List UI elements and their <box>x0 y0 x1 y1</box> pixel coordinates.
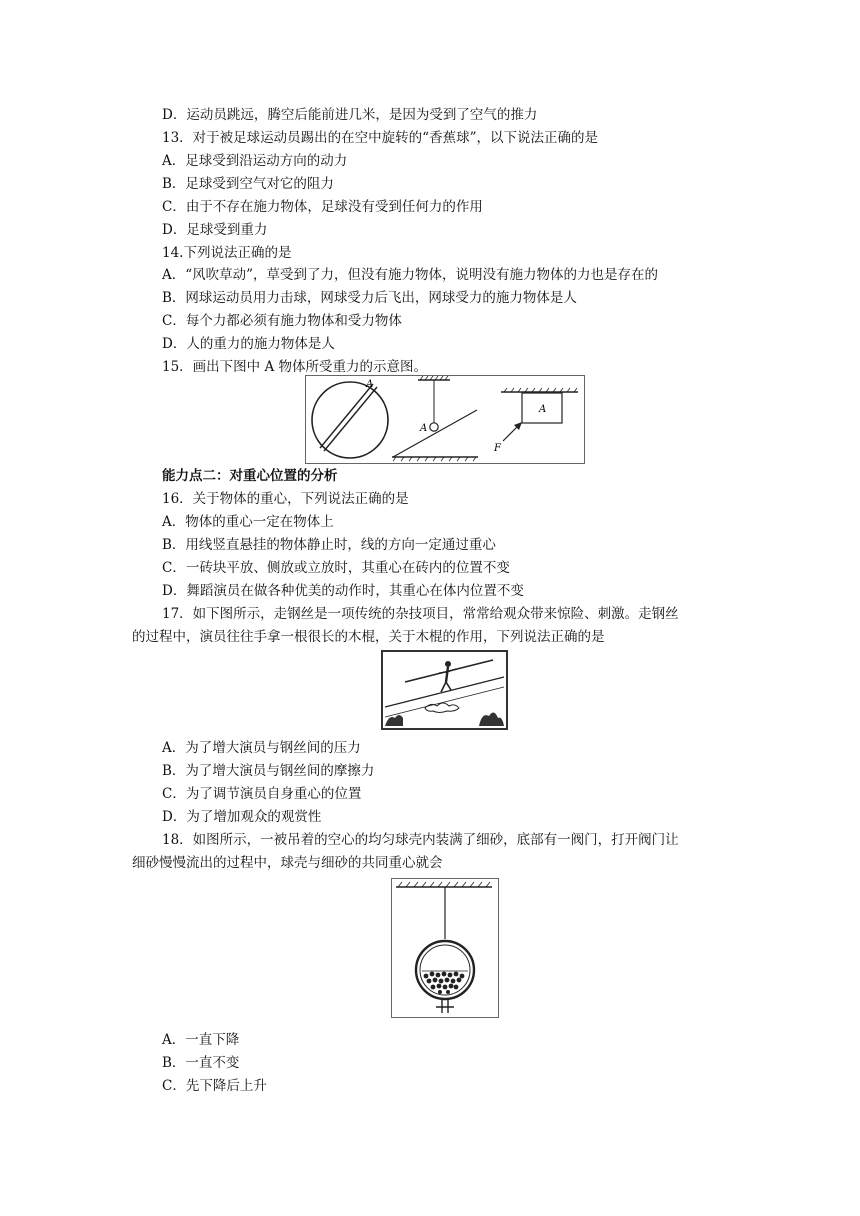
figure-18-svg <box>392 879 498 1017</box>
performer-body <box>446 667 448 682</box>
cloud-decoration <box>425 703 459 713</box>
performer-head <box>445 661 451 667</box>
q17-option-c: C．为了调节演员自身重心的位置 <box>162 786 362 802</box>
q13-option-c: C．由于不存在施力物体，足球没有受到任何力的作用 <box>162 199 483 215</box>
q17-option-a: A．为了增大演员与钢丝间的压力 <box>162 740 361 756</box>
q16-option-a: A．物体的重心一定在物体上 <box>162 514 334 530</box>
q18-stem-line1: 18．如图所示，一被吊着的空心的均匀球壳内装满了细砂，底部有一阀门，打开阀门让 <box>162 832 679 848</box>
spherical-shell-outer <box>416 941 474 999</box>
q13-option-b: B．足球受到空气对它的阻力 <box>162 176 334 192</box>
q15-stem: 15．画出下图中 A 物体所受重力的示意图。 <box>162 359 428 375</box>
q16-stem: 16．关于物体的重心，下列说法正确的是 <box>162 491 409 507</box>
label-a-rod: A <box>366 379 374 390</box>
q17-option-d: D．为了增加观众的观赏性 <box>162 809 322 825</box>
q18-option-a: A．一直下降 <box>162 1032 240 1048</box>
label-a-block: A <box>539 404 547 415</box>
q14-option-c: C．每个力都必须有施力物体和受力物体 <box>162 313 402 329</box>
rod-edge-2 <box>324 387 377 451</box>
figure-17-tightrope <box>381 650 508 730</box>
q16-option-b: B．用线竖直悬挂的物体静止时，线的方向一定通过重心 <box>162 537 496 553</box>
q17-option-b: B．为了增大演员与钢丝间的摩擦力 <box>162 763 375 779</box>
q14-option-b: B．网球运动员用力击球，网球受力后飞出，网球受力的施力物体是人 <box>162 290 577 306</box>
label-f: F <box>494 443 501 454</box>
performer-arm-left <box>439 672 447 673</box>
incline <box>393 410 477 457</box>
bushes-right <box>479 712 504 726</box>
ball-a <box>430 423 438 431</box>
performer-leg-right <box>446 682 451 690</box>
q14-stem: 14.下列说法正确的是 <box>162 245 292 261</box>
q12-option-d: D．运动员跳远，腾空后能前进几米，是因为受到了空气的推力 <box>162 107 538 123</box>
tightrope-wire <box>385 677 504 707</box>
q14-option-a: A．“风吹草动”，草受到了力，但没有施力物体，说明没有施力物体的力也是存在的 <box>162 267 659 283</box>
q13-option-a: A．足球受到沿运动方向的动力 <box>162 153 348 169</box>
q18-option-c: C．先下降后上升 <box>162 1078 267 1094</box>
figure-15-svg <box>306 376 584 463</box>
q18-option-b: B．一直不变 <box>162 1055 240 1071</box>
section-heading: 能力点二：对重心位置的分析 <box>162 468 338 484</box>
q14-option-d: D．人的重力的施力物体是人 <box>162 336 335 352</box>
q16-option-d: D．舞蹈演员在做各种优美的动作时，其重心在体内位置不变 <box>162 583 524 599</box>
q17-stem-line1: 17．如下图所示，走钢丝是一项传统的杂技项目，常常给观众带来惊险、刺激。走钢丝 <box>162 606 679 622</box>
q13-stem: 13．对于被足球运动员踢出的在空中旋转的“香蕉球”，以下说法正确的是 <box>162 130 598 146</box>
rod-edge-1 <box>320 384 373 448</box>
figure-18-sand-shell <box>391 878 499 1018</box>
q16-option-c: C．一砖块平放、侧放或立放时，其重心在砖内的位置不变 <box>162 560 510 576</box>
label-a-ball: A <box>420 423 428 434</box>
performer-leg-left <box>441 682 446 692</box>
q13-option-d: D．足球受到重力 <box>162 222 268 238</box>
q18-stem-line2: 细砂慢慢流出的过程中，球壳与细砂的共同重心就会 <box>132 855 443 871</box>
figure-17-svg <box>383 652 506 728</box>
q17-stem-line2: 的过程中，演员往往手拿一根很长的木棍，关于木棍的作用，下列说法正确的是 <box>132 629 605 645</box>
figure-15-gravity-diagrams <box>305 375 585 464</box>
